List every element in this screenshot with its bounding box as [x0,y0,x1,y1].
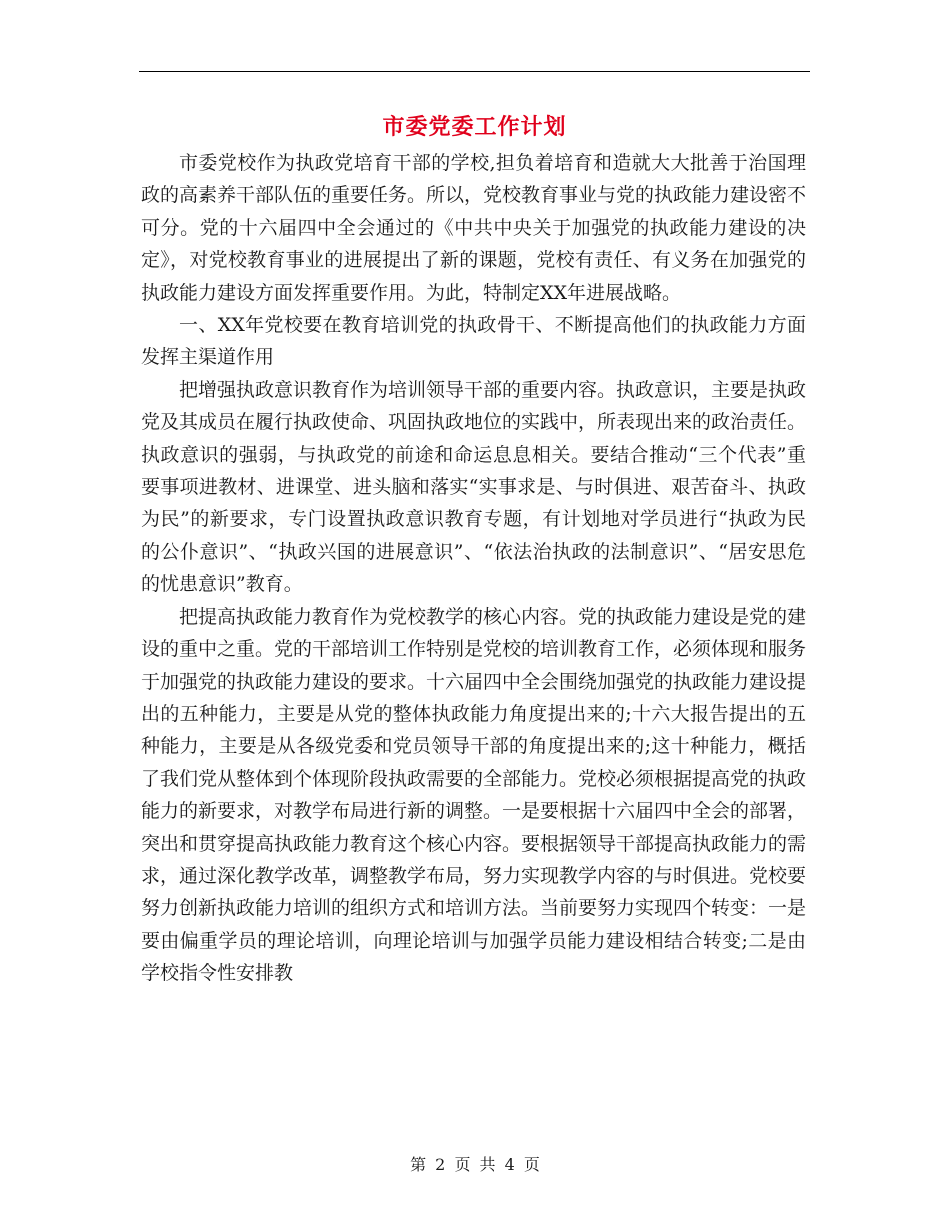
header-rule [139,71,810,72]
document-body [141,147,806,990]
section-heading-1: 一、XX年党校要在教育培训党的执政骨干、不断提高他们的执政能力方面发挥主渠道作用 [141,314,806,369]
paragraph-awareness: 把增强执政意识教育作为培训领导干部的重要内容。执政意识，主要是执政党及其成员在履行执政使命、巩固执政地位的实践中，所表现出来的政治责任。执政意识的强弱，与执政党的前途和命运息息相关。要结合推动“三个代表”重要事项进教材、进课堂、进头脑和落实“实事求是、与时俱进、艰苦奋斗、执政为民”的新要求，专门设置执政意识教育专题，有计划地对学员进行“执政为民的公仆意识”、“执政兴国的进展意识”、“依法治执政的法制意识”、“居安思危的忧患意识”教育。 [141,378,807,596]
paragraph-intro: 市委党校作为执政党培育干部的学校,担负着培育和造就大大批善于治国理政的高素养干部队伍的重要任务。所以，党校教育事业与党的执政能力建设密不可分。党的十六届四中全会通过的《中共中央关于加强党的执政能力建设的决定》，对党校教育事业的进展提出了新的课题，党校有责任、有义务在加强党的执政能力建设方面发挥重要作用。为此，特制定XX年进展战略。 [141,152,807,304]
page-number: 第 2 页 共 4 页 [410,1155,540,1174]
document-title: 市委党委工作计划 [382,114,567,140]
paragraph-capability: 把提高执政能力教育作为党校教学的核心内容。党的执政能力建设是党的建设的重中之重。党的干部培训工作特别是党校的培训教育工作，必须体现和服务于加强党的执政能力建设的要求。十六届四中全会围绕加强党的执政能力建设提出的五种能力，主要是从党的整体执政能力角度提出来的;十六大报告提出的五种能力，主要是从各级党委和党员领导干部的角度提出来的;这十种能力，概括了我们党从整体到个体现阶段执政需要的全部能力。党校必须根据提高党的执政能力的新要求，对教学布局进行新的调整。一是要根据十六届四中全会的部署，突出和贯穿提高执政能力教育这个核心内容。要根据领导干部提高执政能力的需求，通过深化教学改革，调整教学布局，努力实现教学内容的与时俱进。党校要努力创新执政能力培训的组织方式和培训方法。当前要努力实现四个转变：一是要由偏重学员的理论培训，向理论培训与加强学员能力建设相结合转变;二是由学校指令性安排教 [141,605,807,985]
